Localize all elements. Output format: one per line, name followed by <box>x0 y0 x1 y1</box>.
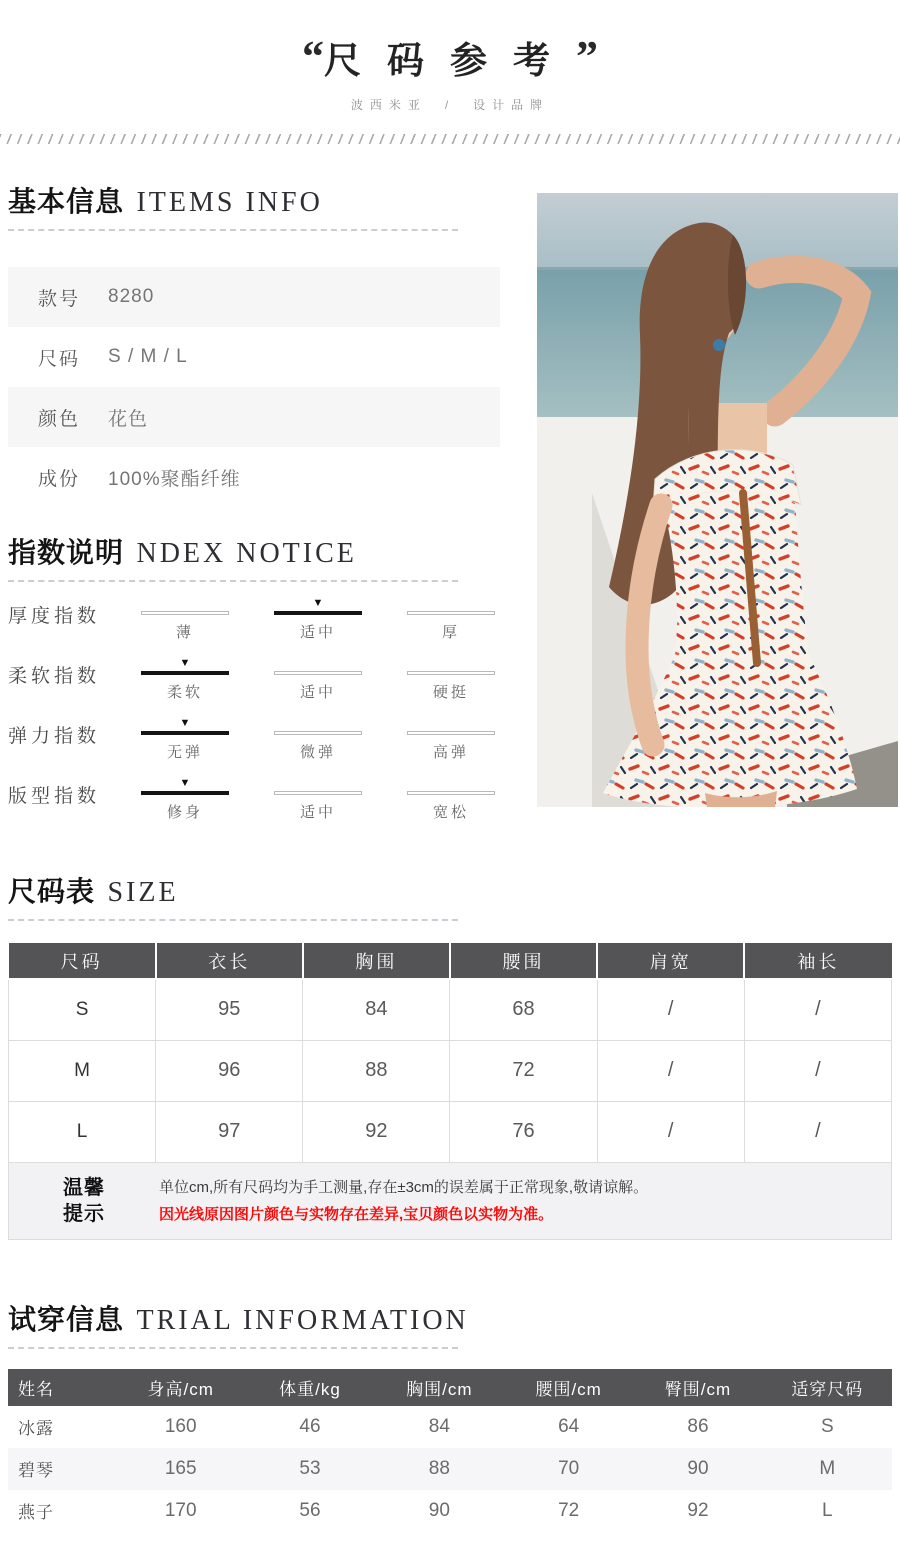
subtitle-slash: / <box>444 98 456 112</box>
scale-bar <box>141 731 229 735</box>
table-cell: 88 <box>428 1457 450 1479</box>
index-row-label: 弹力指数 <box>8 726 101 747</box>
option-label: 修身 <box>166 804 203 821</box>
table-cell: M <box>9 1040 156 1101</box>
info-label: 颜色 <box>38 408 81 430</box>
marker-triangle-icon: ▼ <box>179 717 191 729</box>
option-label: 微弹 <box>299 744 336 761</box>
diagonal-stripe-divider <box>0 134 900 144</box>
table-cell: S <box>820 1415 834 1437</box>
size-table-title <box>8 870 892 910</box>
dashed-divider <box>8 229 458 231</box>
trial-row <box>8 1448 892 1490</box>
info-value: S / M / L <box>108 346 188 367</box>
option-label: 适中 <box>299 624 336 641</box>
table-cell: / <box>744 1101 891 1162</box>
table-cell: 88 <box>303 1040 450 1101</box>
table-cell: 76 <box>450 1101 597 1162</box>
note-label: 温馨 提示 <box>63 1176 105 1225</box>
index-option <box>407 658 495 702</box>
brand-tagline: 设计品牌 <box>473 98 550 112</box>
dashed-divider <box>8 1347 458 1349</box>
note-color-disclaimer: 因光线原因图片颜色与实物存在差异,宝贝颜色以实物为准。 <box>159 1205 554 1223</box>
scale-bar <box>274 731 362 735</box>
table-cell: 72 <box>558 1499 580 1521</box>
table-cell: 170 <box>164 1499 197 1521</box>
index-notice-title-cn: 指数说明 <box>8 538 125 569</box>
open-quote-mark: “ <box>302 32 324 81</box>
size-table-title-cn: 尺码表 <box>8 877 96 908</box>
table-cell: S <box>9 979 156 1040</box>
size-table-title-en: SIZE <box>107 877 179 908</box>
trial-table-header-row <box>8 1369 892 1406</box>
page-header <box>0 0 900 113</box>
scale-bar <box>274 791 362 795</box>
dashed-divider <box>8 919 458 921</box>
index-row-label: 厚度指数 <box>8 606 101 627</box>
table-cell: L <box>9 1101 156 1162</box>
scale-bar <box>407 671 495 675</box>
table-cell: 46 <box>299 1415 321 1437</box>
table-cell: 碧琴 <box>18 1461 54 1480</box>
info-row-model-number <box>8 267 500 327</box>
table-cell: 92 <box>687 1499 709 1521</box>
index-option <box>141 658 229 702</box>
marker-triangle-icon: ▼ <box>179 777 191 789</box>
table-cell: 燕子 <box>18 1503 54 1522</box>
table-cell: 72 <box>450 1040 597 1101</box>
size-table-header-row <box>9 942 892 979</box>
trial-info-title <box>8 1298 892 1338</box>
size-row-s <box>9 979 892 1040</box>
dashed-divider <box>8 580 458 582</box>
trial-col-header: 体重/kg <box>245 1369 374 1406</box>
scale-bar <box>407 731 495 735</box>
table-cell: 56 <box>299 1499 321 1521</box>
product-photo <box>537 193 898 807</box>
marker-triangle-icon: ▼ <box>179 657 191 669</box>
table-cell: 165 <box>164 1457 197 1479</box>
table-cell: 64 <box>558 1415 580 1437</box>
marker-triangle-icon: ▼ <box>312 597 324 609</box>
page-title-text: 尺码参考 <box>324 41 576 82</box>
info-label: 尺码 <box>38 348 81 370</box>
note-measure-disclaimer: 单位cm,所有尺码均为手工测量,存在±3cm的误差属于正常现象,敬请谅解。 <box>159 1178 649 1196</box>
info-row-sizes <box>8 327 500 387</box>
table-cell: 冰露 <box>18 1419 54 1438</box>
scale-bar <box>274 671 362 675</box>
index-option <box>274 718 362 762</box>
table-cell: 53 <box>299 1457 321 1479</box>
earring <box>713 339 725 351</box>
trial-row <box>8 1406 892 1448</box>
index-option <box>274 658 362 702</box>
size-col-header: 尺码 <box>9 942 156 979</box>
table-cell: / <box>597 979 744 1040</box>
basic-info-title-cn: 基本信息 <box>8 187 125 218</box>
trial-col-header: 身高/cm <box>116 1369 245 1406</box>
size-col-header: 袖长 <box>744 942 891 979</box>
index-notice-title-en: NDEX NOTICE <box>136 538 357 569</box>
index-option <box>141 598 229 642</box>
table-cell: 68 <box>450 979 597 1040</box>
table-cell: 90 <box>428 1499 450 1521</box>
basic-info-title-en: ITEMS INFO <box>136 187 323 218</box>
table-cell: 97 <box>156 1101 303 1162</box>
option-label: 适中 <box>299 684 336 701</box>
table-cell: 70 <box>558 1457 580 1479</box>
option-label: 硬挺 <box>432 684 469 701</box>
scale-bar <box>141 611 229 615</box>
info-value: 花色 <box>108 408 149 430</box>
trial-info-title-cn: 试穿信息 <box>8 1304 125 1336</box>
trial-col-header: 臀围/cm <box>633 1369 762 1406</box>
table-cell: / <box>597 1101 744 1162</box>
table-cell: / <box>744 979 891 1040</box>
option-label: 薄 <box>175 624 194 641</box>
info-value: 8280 <box>108 286 155 307</box>
scale-bar <box>274 611 362 615</box>
scale-bar <box>141 671 229 675</box>
table-cell: / <box>744 1040 891 1101</box>
info-value: 100%聚酯纤维 <box>108 468 241 490</box>
section-trial-info <box>0 1298 900 1349</box>
size-row-l <box>9 1101 892 1162</box>
table-cell: 92 <box>303 1101 450 1162</box>
info-label: 款号 <box>38 288 81 310</box>
close-quote-mark: ” <box>576 32 598 81</box>
scale-bar <box>141 791 229 795</box>
table-cell: 84 <box>428 1415 450 1437</box>
trial-col-header: 腰围/cm <box>504 1369 633 1406</box>
section-size-table <box>0 870 900 921</box>
page-title <box>302 30 598 84</box>
scale-bar <box>407 611 495 615</box>
info-row-material <box>8 447 500 507</box>
index-row-label: 柔软指数 <box>8 666 101 687</box>
option-label: 适中 <box>299 804 336 821</box>
table-cell: 95 <box>156 979 303 1040</box>
size-note <box>8 1163 892 1240</box>
index-option <box>407 778 495 822</box>
trial-info-title-en: TRIAL INFORMATION <box>136 1304 469 1336</box>
size-col-header: 腰围 <box>450 942 597 979</box>
size-col-header: 胸围 <box>303 942 450 979</box>
option-label: 无弹 <box>166 744 203 761</box>
size-row-m <box>9 1040 892 1101</box>
index-option <box>141 718 229 762</box>
size-col-header: 衣长 <box>156 942 303 979</box>
trial-col-header: 适穿尺码 <box>763 1369 892 1406</box>
option-label: 宽松 <box>432 804 469 821</box>
index-row-label: 版型指数 <box>8 786 101 807</box>
trial-table <box>8 1369 892 1532</box>
option-label: 厚 <box>441 624 460 641</box>
trial-row <box>8 1490 892 1532</box>
table-cell: 84 <box>303 979 450 1040</box>
size-col-header: 肩宽 <box>597 942 744 979</box>
table-cell: 160 <box>164 1415 197 1437</box>
table-cell: L <box>822 1499 833 1521</box>
option-label: 高弹 <box>432 744 469 761</box>
info-label: 成份 <box>38 468 81 490</box>
table-cell: 90 <box>687 1457 709 1479</box>
index-option <box>141 778 229 822</box>
index-option <box>407 718 495 762</box>
index-option <box>407 598 495 642</box>
info-row-color <box>8 387 500 447</box>
index-option <box>274 778 362 822</box>
table-cell: 86 <box>687 1415 709 1437</box>
basic-info-list <box>8 267 500 507</box>
brand-name: 波西米亚 <box>350 98 427 112</box>
trial-col-header: 胸围/cm <box>375 1369 504 1406</box>
size-table <box>8 941 892 1163</box>
table-cell: 96 <box>156 1040 303 1101</box>
brand-subtitle <box>0 96 900 113</box>
table-cell: / <box>597 1040 744 1101</box>
table-cell: M <box>819 1457 836 1479</box>
trial-col-header: 姓名 <box>8 1369 116 1406</box>
scale-bar <box>407 791 495 795</box>
option-label: 柔软 <box>166 684 203 701</box>
index-option <box>274 598 362 642</box>
model-photo-illustration <box>537 193 898 807</box>
